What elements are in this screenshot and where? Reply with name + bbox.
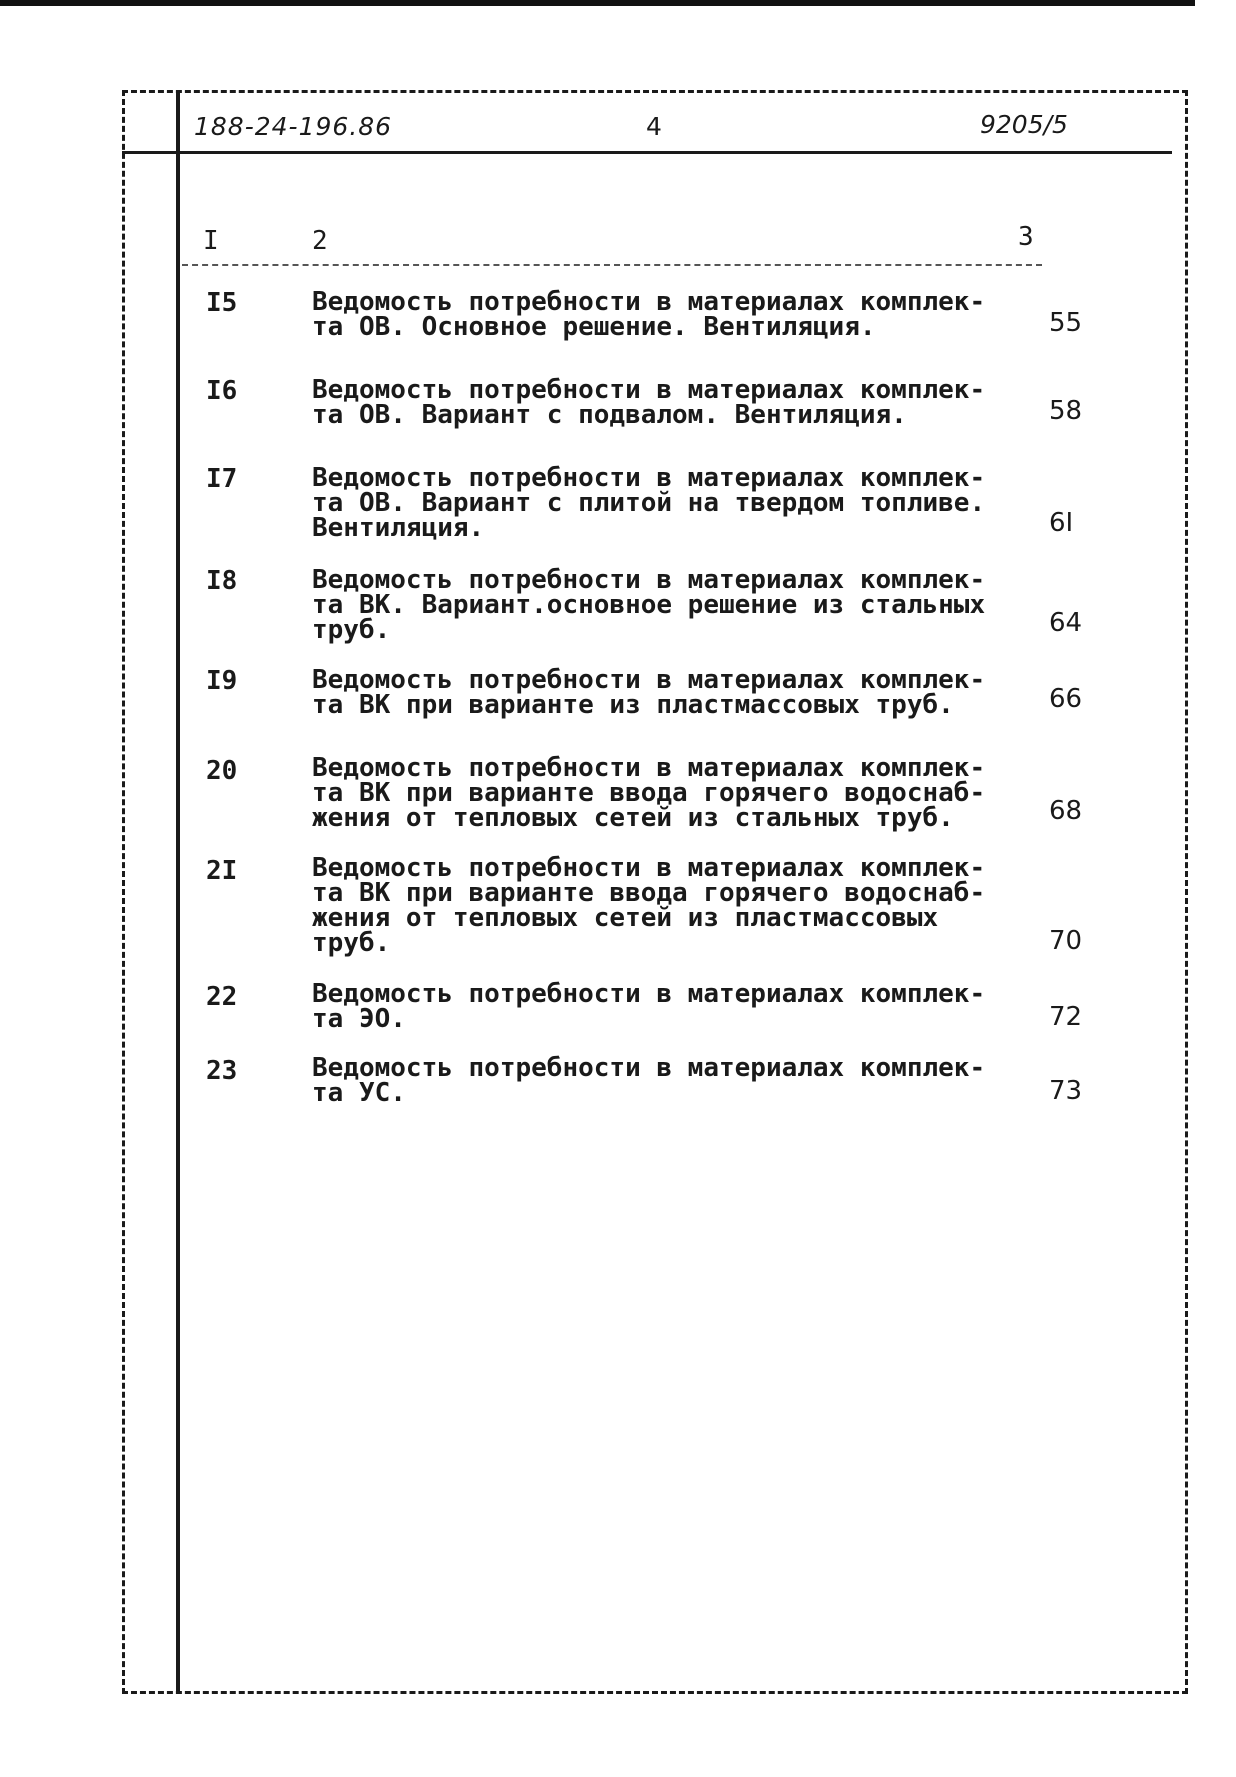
document-code: 188-24-196.86 (194, 112, 393, 141)
entry-number: I7 (206, 464, 238, 494)
entry-page: 73 (1049, 1076, 1083, 1106)
entry-title: Ведомость потребности в материалах комплек- та УС. (312, 1053, 986, 1108)
scan-top-edge (0, 0, 1195, 6)
entry-number: 22 (206, 982, 238, 1012)
entry-number: 23 (206, 1056, 238, 1086)
binding-margin-line (176, 92, 180, 1694)
entry-page: 66 (1049, 684, 1083, 714)
entry-number: 2I (206, 856, 238, 886)
entry-title: Ведомость потребности в материалах комплек- та ОВ. Вариант с подвалом. Вентиляция. (312, 375, 986, 430)
page-number: 4 (646, 112, 662, 141)
entry-page: 6I (1049, 508, 1074, 538)
entry-title: Ведомость потребности в материалах комплек- та ОВ. Вариант с плитой на твердом топливе. Вентиляция. (312, 463, 986, 543)
column-header-rule (182, 264, 1042, 266)
column-header-page: 3 (1018, 222, 1034, 252)
column-header-number: I (203, 226, 219, 256)
entry-page: 72 (1049, 1002, 1083, 1032)
header-rule (122, 151, 1172, 154)
entry-number: I6 (206, 376, 238, 406)
entry-title: Ведомость потребности в материалах комплек- та ВК. Вариант.основное решение из стальных труб. (312, 565, 986, 645)
entry-number: I5 (206, 288, 238, 318)
entry-number: I9 (206, 666, 238, 696)
entry-page: 64 (1049, 608, 1083, 638)
entry-number: 20 (206, 756, 238, 786)
entry-title: Ведомость потребности в материалах комплек- та ОВ. Основное решение. Вентиляция. (312, 287, 986, 342)
entry-page: 70 (1049, 926, 1083, 956)
entry-title: Ведомость потребности в материалах комплек- та ВК при варианте из пластмассовых труб. (312, 665, 986, 720)
entry-number: I8 (206, 566, 238, 596)
column-header-title: 2 (312, 226, 328, 256)
entry-page: 58 (1049, 396, 1083, 426)
entry-title: Ведомость потребности в материалах комплек- та ВК при варианте ввода горячего водоснаб- жения от тепловых сетей из стальных труб. (312, 753, 986, 833)
sheet-code: 9205/5 (980, 110, 1068, 139)
entry-page: 55 (1049, 308, 1083, 338)
entry-title: Ведомость потребности в материалах комплек- та ВК при варианте ввода горячего водоснаб- жения от тепловых сетей из пластмассовых труб. (312, 853, 986, 958)
entry-page: 68 (1049, 796, 1083, 826)
entry-title: Ведомость потребности в материалах комплек- та ЭО. (312, 979, 986, 1034)
